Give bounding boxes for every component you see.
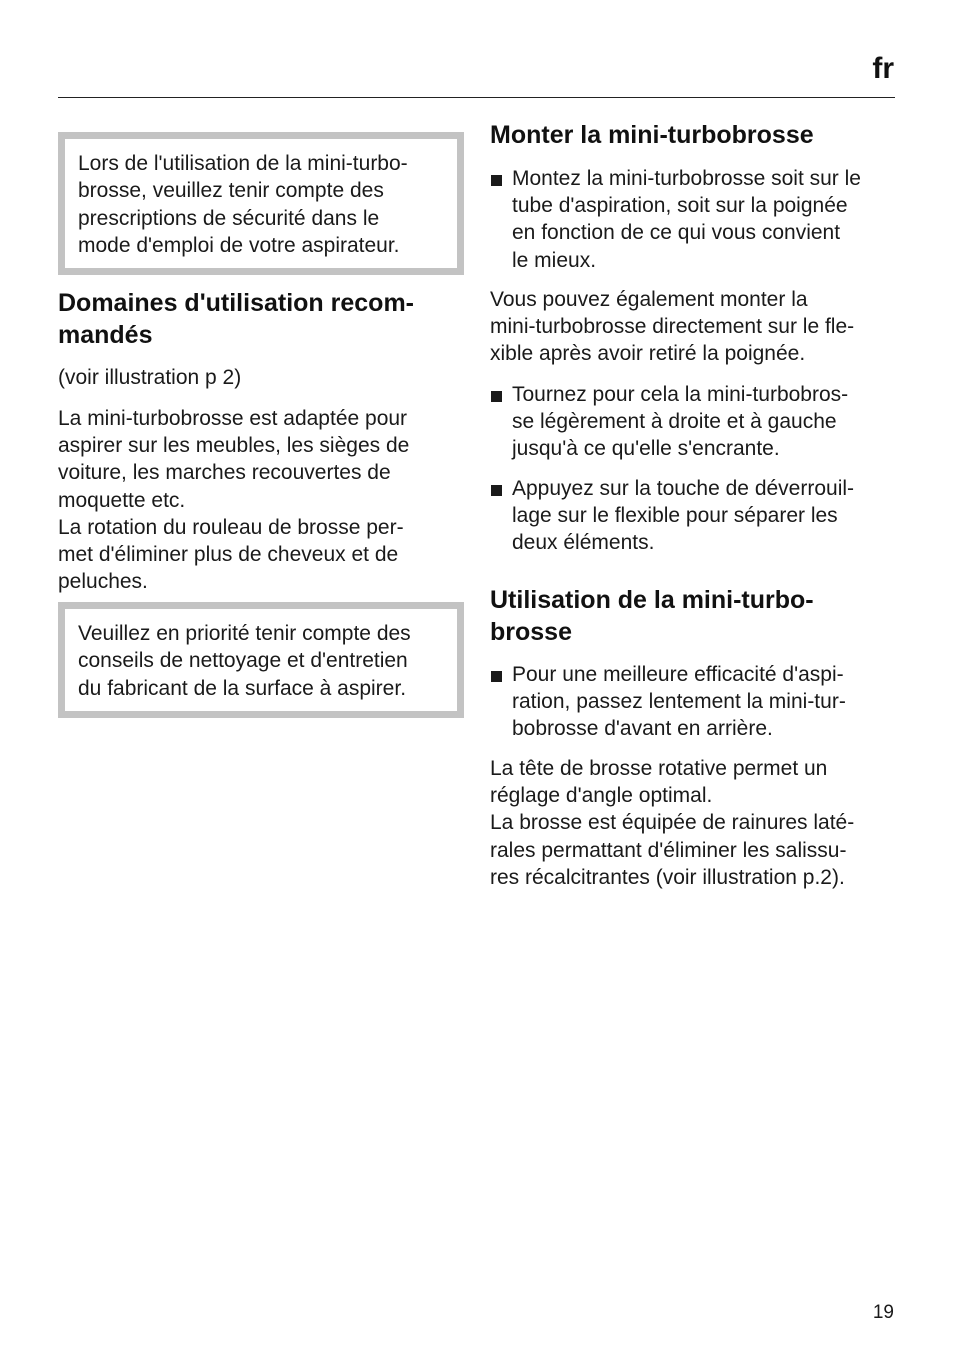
notice-line: mode d'emploi de votre aspirateur.: [78, 233, 400, 257]
illustration-reference: (voir illustration p 2): [58, 366, 242, 389]
bullet-line: Appuyez sur la touche de déverrouil-: [512, 477, 855, 500]
section-heading-usage-tips: [490, 585, 900, 648]
paragraph-line: voiture, les marches recouvertes de: [58, 461, 391, 485]
paragraph-line: aspirer sur les meubles, les sièges de: [58, 434, 410, 458]
bullet-line: ration, passez lentement la mini-tur-: [512, 690, 846, 714]
paragraph-line: peluches.: [58, 570, 148, 594]
bullet-line: en fonction de ce qui vous convient: [512, 221, 841, 245]
bullet-line: tube d'aspiration, soit sur la poignée: [512, 194, 848, 218]
heading-line: Domaines d'utilisation recom-: [58, 289, 415, 317]
bullet-line: se légèrement à droite et à gauche: [512, 410, 837, 434]
paragraph-line: La brosse est équipée de rainures laté-: [490, 811, 855, 835]
bullet-line: Pour une meilleure efficacité d'aspi-: [512, 663, 844, 686]
paragraph-line: rales permattant d'éliminer les salissu-: [490, 838, 847, 862]
paragraph-line: met d'éliminer plus de cheveux et de: [58, 543, 399, 567]
notice-line: Lors de l'utilisation de la mini-turbo-: [78, 152, 408, 175]
page-number: 19: [872, 1302, 894, 1323]
section-heading-usage: [58, 288, 468, 351]
square-bullet-icon: [491, 175, 502, 186]
heading-line: Utilisation de la mini-turbo-: [490, 586, 814, 614]
square-bullet-icon: [491, 671, 502, 682]
bullet-line: jusqu'à ce qu'elle s'encrante.: [512, 437, 780, 461]
bullet-item: [490, 165, 900, 274]
mounting-paragraph: [490, 286, 900, 368]
paragraph-line: Vous pouvez également monter la: [490, 288, 808, 311]
paragraph-line: res récalcitrantes (voir illustration p.2).: [490, 865, 845, 889]
notice-line: conseils de nettoyage et d'entretien: [78, 649, 408, 673]
bullet-item: [490, 381, 900, 463]
bullet-line: bobrosse d'avant en arrière.: [512, 717, 773, 741]
safety-notice: [58, 132, 464, 275]
cleaning-notice: [58, 602, 464, 718]
square-bullet-icon: [491, 485, 502, 496]
heading-line: brosse: [490, 617, 572, 646]
bullet-item: [490, 475, 900, 557]
header-rule: [58, 97, 895, 98]
bullet-line: le mieux.: [512, 248, 597, 272]
paragraph-line: La mini-turbobrosse est adaptée pour: [58, 407, 408, 430]
bullet-line: Tournez pour cela la mini-turbobros-: [512, 383, 849, 406]
brush-paragraph: [490, 755, 900, 891]
bullet-line: Montez la mini-turbobrosse soit sur le: [512, 167, 861, 190]
paragraph-line: réglage d'angle optimal.: [490, 784, 713, 808]
heading-line: mandés: [58, 320, 153, 349]
notice-line: prescriptions de sécurité dans le: [78, 206, 380, 230]
section-heading-mounting: Monter la mini-turbobrosse: [490, 121, 814, 149]
paragraph-line: La tête de brosse rotative permet un: [490, 757, 828, 780]
paragraph-line: mini-turbobrosse directement sur le fle-: [490, 315, 855, 339]
bullet-line: deux éléments.: [512, 531, 655, 555]
notice-line: du fabricant de la surface à aspirer.: [78, 676, 407, 700]
paragraph-line: moquette etc.: [58, 488, 186, 512]
square-bullet-icon: [491, 391, 502, 402]
paragraph-line: La rotation du rouleau de brosse per-: [58, 515, 404, 539]
bullet-item: [490, 661, 900, 743]
usage-paragraph: [58, 405, 468, 595]
paragraph-line: xible après avoir retiré la poignée.: [490, 342, 806, 366]
bullet-line: lage sur le flexible pour séparer les: [512, 504, 838, 528]
language-marker: fr: [872, 52, 894, 85]
notice-line: Veuillez en priorité tenir compte des: [78, 622, 411, 645]
notice-line: brosse, veuillez tenir compte des: [78, 179, 384, 203]
